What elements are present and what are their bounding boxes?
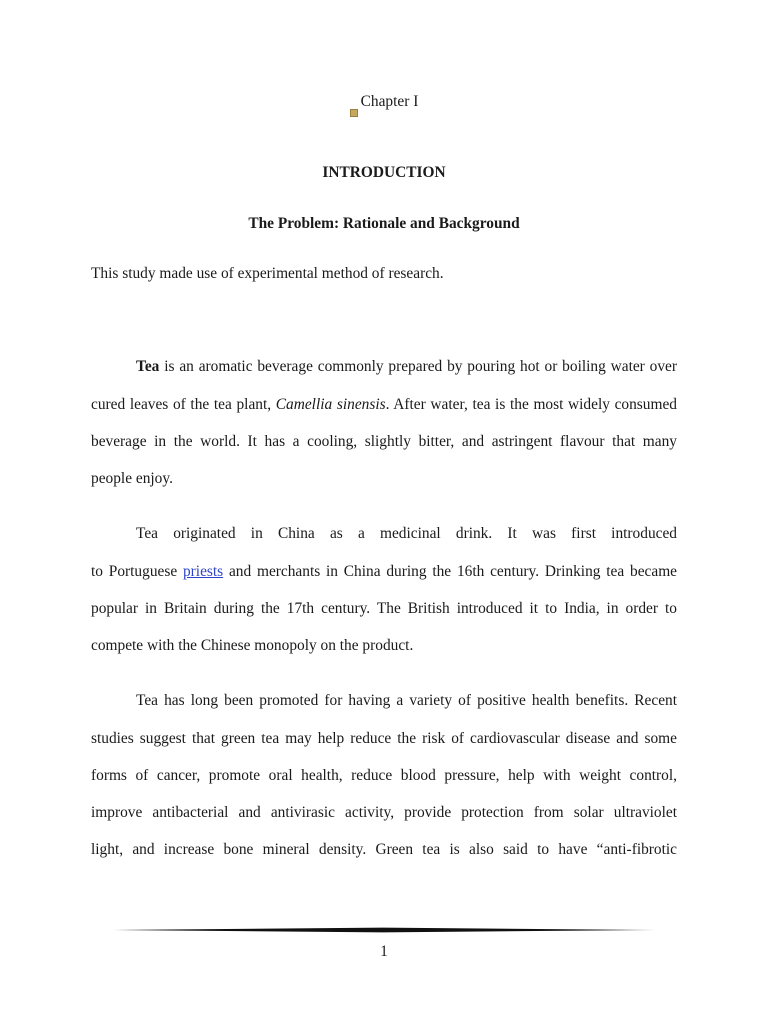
section-heading: INTRODUCTION — [322, 164, 446, 181]
line-text: light, and increase bone mineral density. Green tea is also said to have “anti-fibrotic — [91, 841, 677, 859]
page-number: 1 — [380, 943, 388, 960]
section-subheading: The Problem: Rationale and Background — [248, 215, 520, 232]
paragraph-line — [91, 423, 677, 460]
line-text: to Portuguese — [91, 562, 183, 580]
bold-term: Tea — [136, 358, 160, 376]
intro-sentence: This study made use of experimental method of research. — [91, 265, 444, 282]
footer-divider — [0, 920, 768, 940]
paragraph-line — [91, 553, 677, 590]
paragraph-line — [91, 757, 677, 794]
body-paragraph-3 — [91, 682, 677, 868]
paragraph-line — [91, 348, 677, 385]
paragraph-line — [91, 831, 677, 868]
body-paragraph-1 — [91, 348, 677, 497]
paragraph-line — [91, 515, 677, 552]
chapter-label-row — [0, 92, 768, 112]
line-text: and merchants in China during the 16th century. Drinking tea became — [223, 562, 677, 580]
line-text: is an aromatic beverage commonly prepared by pouring hot or boiling water over — [159, 358, 677, 376]
paragraph-line — [91, 627, 677, 664]
priests-link[interactable]: priests — [182, 562, 224, 580]
line-text: popular in Britain during the 17th century. The British introduced it to India, in order to — [91, 599, 677, 617]
line-text: Tea has long been promoted for having a variety of positive health benefits. Recent — [136, 692, 677, 710]
paragraph-line — [91, 794, 677, 831]
line-text: compete with the Chinese monopoly on the product. — [91, 637, 414, 655]
paragraph-line — [91, 682, 677, 719]
line-text: Tea originated in China as a medicinal drink. It was first introduced — [136, 525, 677, 543]
body-paragraph-2 — [91, 515, 677, 664]
chapter-label: Chapter I — [360, 93, 419, 110]
line-text: studies suggest that green tea may help reduce the risk of cardiovascular disease and some — [91, 729, 677, 747]
line-text: beverage in the world. It has a cooling, slightly bitter, and astringent flavour that many — [91, 432, 677, 450]
line-text: forms of cancer, promote oral health, reduce blood pressure, help with weight control, — [91, 766, 677, 784]
species-name: Camellia sinensis — [275, 395, 386, 413]
line-text: improve antibacterial and antivirasic activity, provide protection from solar ultraviolet — [91, 804, 677, 822]
paragraph-line — [91, 386, 677, 423]
line-text: cured leaves of the tea plant, — [91, 395, 276, 413]
image-placeholder-icon — [350, 109, 358, 117]
line-text: . After water, tea is the most widely consumed — [385, 395, 677, 413]
line-text: people enjoy. — [91, 470, 173, 488]
paragraph-line — [91, 590, 677, 627]
paragraph-line — [91, 720, 677, 757]
paragraph-line — [91, 460, 677, 497]
